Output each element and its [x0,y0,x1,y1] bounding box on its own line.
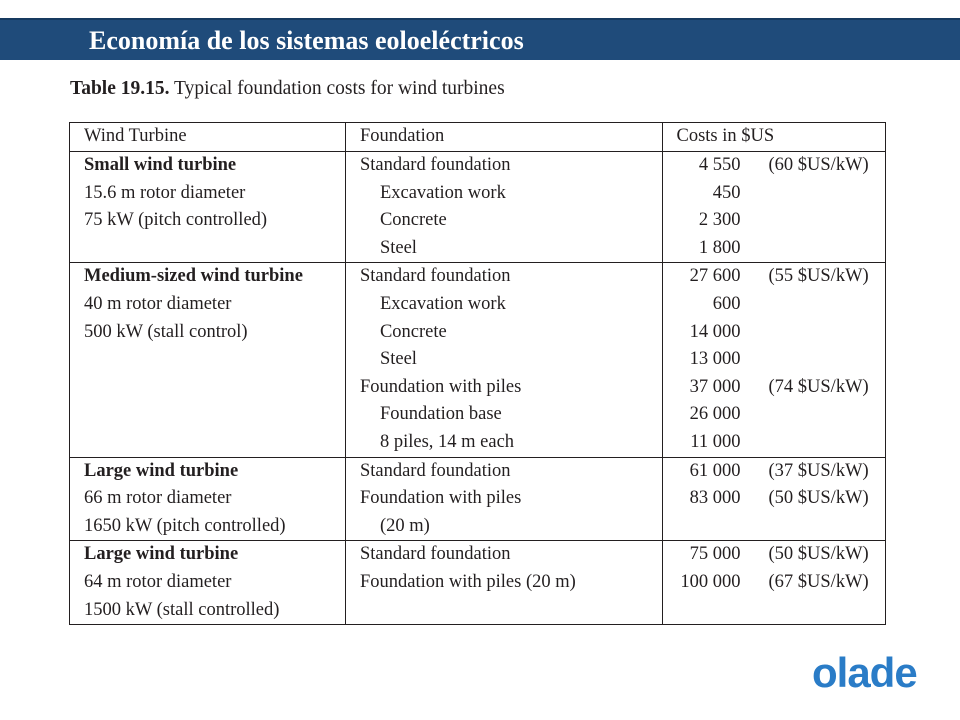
foundation-item: Foundation with piles [359,488,522,509]
cost-line [663,319,886,347]
cost-per-kw: (37 $US/kW) [768,460,869,481]
turbine-group-row [70,457,886,541]
turbine-cell [70,152,346,263]
cost-line [663,401,886,429]
cost-line [663,569,886,597]
cost-cell [662,457,886,541]
cost-value: 13 000 [689,349,741,370]
foundation-cell [345,263,662,457]
foundation-item: Standard foundation [359,544,511,565]
cost-value: 11 000 [690,431,741,452]
cost-line [663,429,886,457]
foundation-item: Concrete [379,210,447,231]
turbine-group-row [70,541,886,625]
turbine-spec: 15.6 m rotor diameter [84,182,246,203]
table-caption [70,78,505,100]
turbine-name: Small wind turbine [84,155,237,175]
turbine-spec: 1650 kW (pitch controlled) [84,515,286,536]
turbine-name: Large wind turbine [84,460,239,481]
cost-line [663,207,886,235]
cost-cell [662,263,886,457]
cost-value: 27 600 [689,266,741,287]
cost-value: 100 000 [680,571,741,592]
cost-per-kw: (67 $US/kW) [768,571,869,592]
foundation-item: Foundation with piles [359,376,522,397]
cost-per-kw: (50 $US/kW) [768,488,869,509]
olade-logo: olade [812,649,917,696]
turbine-spec: 66 m rotor diameter [84,488,232,509]
cost-value: 1 800 [698,237,741,258]
turbine-name: Large wind turbine [84,544,239,565]
cost-line [663,291,886,319]
column-header-foundation: Foundation [345,123,662,152]
cost-line [663,458,886,486]
cost-line [663,180,886,208]
cost-cell [662,152,886,263]
cost-per-kw: (55 $US/kW) [768,266,869,287]
cost-per-kw: (50 $US/kW) [768,544,869,565]
foundation-item: 8 piles, 14 m each [379,431,515,452]
cost-value: 75 000 [689,544,741,565]
table-caption-text: Typical foundation costs for wind turbines [174,78,505,99]
cost-value: 4 550 [698,155,741,175]
foundation-cell [345,541,662,625]
cost-line [663,541,886,569]
foundation-item: Steel [379,349,417,370]
foundation-item: Foundation with piles (20 m) [359,571,576,592]
table-number: Table 19.15. [70,78,170,99]
cost-cell [662,541,886,625]
cost-per-kw: (60 $US/kW) [768,155,869,175]
foundation-item: Steel [379,237,417,258]
cost-per-kw: (74 $US/kW) [768,376,869,397]
turbine-cell [70,541,346,625]
cost-line [663,235,886,263]
turbine-spec: 500 kW (stall control) [84,321,248,342]
turbine-group-row [70,263,886,457]
table-header-row [70,123,886,152]
foundation-item: (20 m) [379,515,430,536]
foundation-costs-table [69,122,886,625]
cost-line [663,374,886,402]
cost-value: 600 [712,293,741,314]
turbine-name: Medium-sized wind turbine [84,266,303,287]
cost-line [663,485,886,513]
turbine-spec: 64 m rotor diameter [84,571,232,592]
cost-value: 61 000 [689,460,741,481]
foundation-item: Concrete [379,321,447,342]
column-header-costs: Costs in $US [662,123,886,152]
foundation-item: Excavation work [379,182,506,203]
turbine-spec: 75 kW (pitch controlled) [84,210,268,231]
foundation-cell [345,457,662,541]
cost-value [663,513,741,541]
cost-line [663,513,886,541]
turbine-group-row [70,152,886,263]
cost-line [663,152,886,180]
foundation-cell [345,152,662,263]
foundation-item: Standard foundation [359,266,511,287]
cost-value: 14 000 [689,321,741,342]
foundation-item: Foundation base [379,404,502,425]
cost-line [663,346,886,374]
foundation-item: Standard foundation [359,155,511,175]
column-header-wind-turbine: Wind Turbine [70,123,346,152]
turbine-spec: 1500 kW (stall controlled) [84,599,280,620]
slide-title: Economía de los sistemas eoloeléctricos [89,26,524,55]
turbine-cell [70,263,346,457]
cost-value: 450 [712,182,741,203]
cost-value: 83 000 [689,488,741,509]
slide-title-bar [0,18,960,60]
cost-value: 2 300 [698,210,741,231]
foundation-item: Excavation work [379,293,506,314]
turbine-cell [70,457,346,541]
cost-value: 37 000 [689,376,741,397]
cost-value: 26 000 [689,404,741,425]
foundation-item: Standard foundation [359,460,511,481]
turbine-spec: 40 m rotor diameter [84,293,232,314]
cost-line [663,263,886,291]
